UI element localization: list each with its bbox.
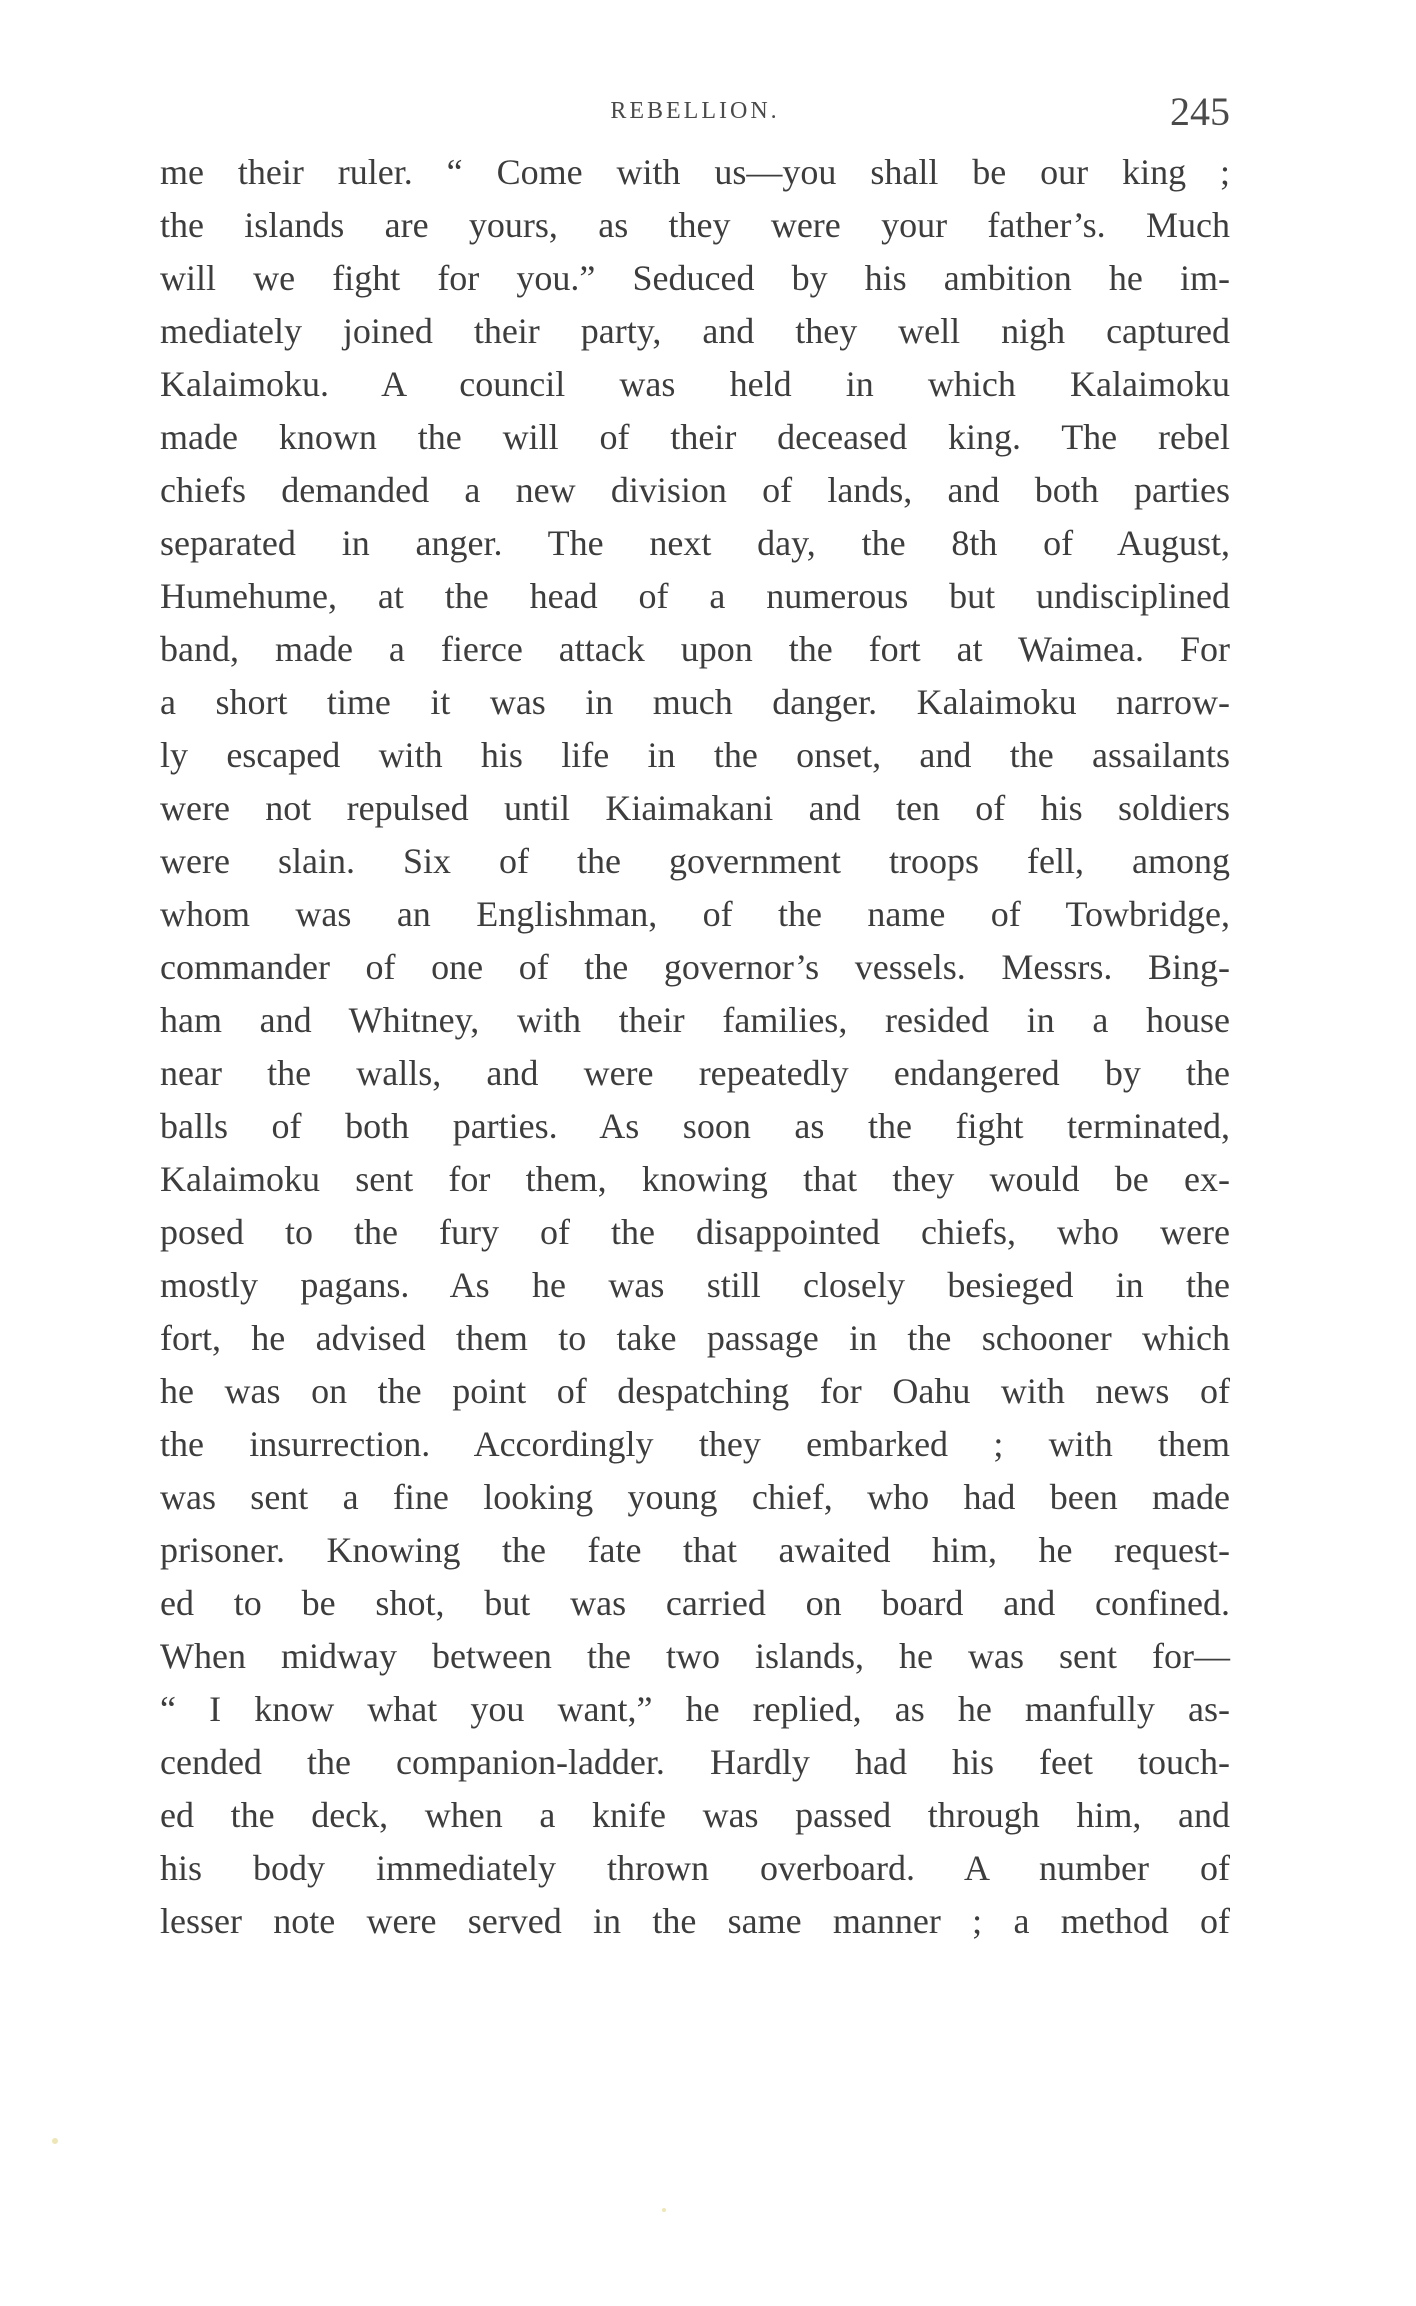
- text-line: Kalaimoku sent for them, knowing that they would be ex-: [160, 1159, 1230, 1199]
- text-line: When midway between the two islands, he was sent for—: [160, 1636, 1230, 1676]
- text-line: Kalaimoku. A council was held in which Kalaimoku: [160, 364, 1230, 404]
- text-line: posed to the fury of the disappointed chiefs, who were: [160, 1212, 1230, 1252]
- text-line: prisoner. Knowing the fate that awaited him, he request-: [160, 1530, 1230, 1570]
- text-line: made known the will of their deceased king. The rebel: [160, 417, 1230, 457]
- text-line: Humehume, at the head of a numerous but undisciplined: [160, 576, 1230, 616]
- text-line: near the walls, and were repeatedly endangered by the: [160, 1053, 1230, 1093]
- text-line: he was on the point of despatching for Oahu with news of: [160, 1371, 1230, 1411]
- text-line: commander of one of the governor’s vessels. Messrs. Bing-: [160, 947, 1230, 987]
- body-text: [160, 146, 1230, 1948]
- text-line: were not repulsed until Kiaimakani and ten of his soldiers: [160, 788, 1230, 828]
- text-line: cended the companion-ladder. Hardly had his feet touch-: [160, 1742, 1230, 1782]
- text-line: “ I know what you want,” he replied, as he manfully as-: [160, 1689, 1230, 1729]
- text-line: me their ruler. “ Come with us—you shall be our king ;: [160, 152, 1230, 192]
- running-head: [160, 89, 1230, 136]
- text-line: will we fight for you.” Seduced by his ambition he im-: [160, 258, 1230, 298]
- text-line: ed the deck, when a knife was passed through him, and: [160, 1795, 1230, 1835]
- text-line: mediately joined their party, and they well nigh captured: [160, 311, 1230, 351]
- text-line: whom was an Englishman, of the name of Towbridge,: [160, 894, 1230, 934]
- text-line: band, made a fierce attack upon the fort at Waimea. For: [160, 629, 1230, 669]
- text-line: lesser note were served in the same manner ; a method of: [160, 1901, 1230, 1941]
- text-line: balls of both parties. As soon as the fight terminated,: [160, 1106, 1230, 1146]
- text-line: a short time it was in much danger. Kalaimoku narrow-: [160, 682, 1230, 722]
- running-title: REBELLION.: [610, 98, 780, 124]
- text-line: mostly pagans. As he was still closely besieged in the: [160, 1265, 1230, 1305]
- text-line: his body immediately thrown overboard. A number of: [160, 1848, 1230, 1888]
- text-line: was sent a fine looking young chief, who had been made: [160, 1477, 1230, 1517]
- paper-speck: [662, 2208, 666, 2212]
- paper-speck: [52, 2138, 58, 2144]
- text-line: were slain. Six of the government troops fell, among: [160, 841, 1230, 881]
- text-line: separated in anger. The next day, the 8th of August,: [160, 523, 1230, 563]
- text-line: fort, he advised them to take passage in the schooner which: [160, 1318, 1230, 1358]
- text-line: chiefs demanded a new division of lands, and both parties: [160, 470, 1230, 510]
- text-line: the insurrection. Accordingly they embarked ; with them: [160, 1424, 1230, 1464]
- text-line: the islands are yours, as they were your father’s. Much: [160, 205, 1230, 245]
- page-number: 245: [1170, 89, 1230, 134]
- text-line: ham and Whitney, with their families, resided in a house: [160, 1000, 1230, 1040]
- text-line: ed to be shot, but was carried on board and confined.: [160, 1583, 1230, 1623]
- text-line: ly escaped with his life in the onset, and the assailants: [160, 735, 1230, 775]
